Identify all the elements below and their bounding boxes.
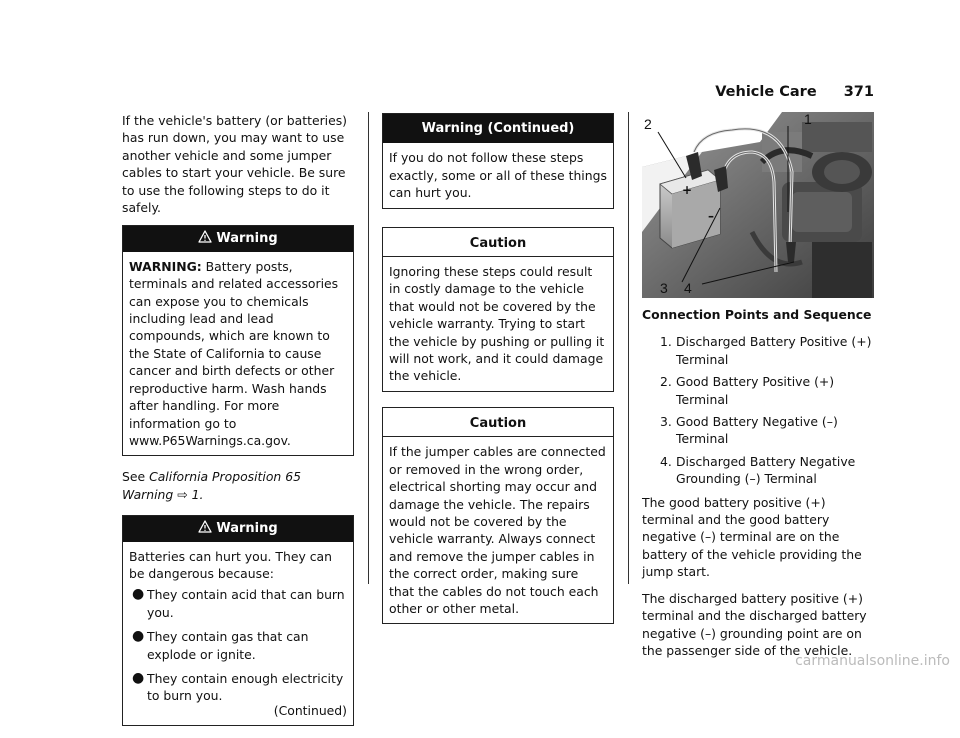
engine-bay-illustration <box>642 112 874 298</box>
battery-positive-label: + <box>682 183 693 197</box>
caution-text: Ignoring these steps could result in costly damage to the vehicle that would not be covered by the vehicle warranty. Trying to start the vehicle by pushing or pulling it will not work, and it could damage the vehicle. <box>389 264 605 384</box>
warning-body <box>123 252 353 455</box>
column-right <box>642 112 874 668</box>
list-item: 4. Discharged Battery Negative Grounding (–) Terminal <box>660 453 856 487</box>
callout-label-2: 2 <box>644 116 652 132</box>
list-item: ● They contain acid that can burn you. <box>132 586 345 620</box>
caution-body <box>383 437 613 623</box>
connection-steps-list <box>660 333 874 487</box>
continued-label: (Continued) <box>273 702 347 718</box>
list-item: 2. Good Battery Positive (+) Terminal <box>660 374 835 407</box>
caution-text: If the jumper cables are connected or removed in the wrong order, electrical shorting may occur and damage the vehicle. The repairs would not be covered by the vehicle warranty. Always connect and remove the jumper cables in the correct order, making sure that the cables do not touch each other or other metal. <box>389 444 606 616</box>
warning-body <box>123 542 353 726</box>
warning-triangle-icon <box>198 230 212 243</box>
warning-heading-text: Warning <box>216 231 278 247</box>
callout-label-3: 3 <box>660 280 668 296</box>
bullet-icon: ● <box>132 586 145 603</box>
warning-heading-text: Warning <box>216 521 278 537</box>
column-left <box>122 112 354 738</box>
warning-heading <box>123 516 353 541</box>
warning-intro: Batteries can hurt you. They can be dangerous because: <box>129 548 332 581</box>
caution-heading: Caution <box>383 228 613 257</box>
warning-heading <box>123 226 353 251</box>
list-item: ● They contain enough electricity to burn you. <box>132 669 344 704</box>
warning-box-battery <box>122 515 354 726</box>
bullet-icon: ● <box>132 628 145 645</box>
warning-body <box>383 143 613 207</box>
page-number: 371 <box>843 84 874 100</box>
warning-heading: Warning (Continued) <box>383 114 613 143</box>
column-divider <box>368 112 369 584</box>
page-ref-arrow-icon: ⇨ <box>177 486 188 502</box>
section-title: Vehicle Care <box>715 84 817 100</box>
callout-label-1: 1 <box>804 111 812 127</box>
warning-text: If you do not follow these steps exactly, some or all of these things can hurt you. <box>389 150 607 201</box>
list-item: 3. Good Battery Negative (–) Terminal <box>660 414 838 447</box>
caution-box-damage <box>382 227 614 392</box>
column-middle <box>382 113 614 636</box>
page-header <box>715 84 874 101</box>
callout-label-4: 4 <box>684 280 692 296</box>
caution-box-order <box>382 407 614 624</box>
warning-text <box>129 258 347 449</box>
warning-bullet-list <box>129 586 347 704</box>
battery-negative-label: – <box>708 209 714 223</box>
jump-start-figure <box>642 112 874 298</box>
warning-box-prop65 <box>122 225 354 456</box>
list-item: ● They contain gas that can explode or ignite. <box>132 628 309 662</box>
warning-lead: WARNING: <box>129 258 202 274</box>
body-paragraph: The good battery positive (+) terminal and the good battery negative (–) terminal are on the battery of the vehicle providing the jump start. <box>642 494 862 580</box>
warning-body-text: Battery posts, terminals and related accessories can expose you to chemicals including lead and lead compounds, which are known to the State of California to cause cancer and birth defects or other reproductive harm. Wash hands after handling. For more information go to www.P65Warnings.ca.gov. <box>129 258 339 448</box>
see-reference-link[interactable]: California Proposition 65 Warning <box>122 469 301 502</box>
warning-triangle-icon <box>198 520 212 533</box>
list-item: 1. Discharged Battery Positive (+) Terminal <box>660 334 872 367</box>
caution-heading: Caution <box>383 408 613 437</box>
warning-continued-box <box>382 113 614 209</box>
see-reference: See California Proposition 65 Warning ⇨ 1. <box>122 469 301 502</box>
bullet-icon: ● <box>132 669 145 686</box>
body-paragraph: The discharged battery positive (+) terminal and the discharged battery negative (–) grounding point are on the passenger side of the vehicle. <box>642 590 867 658</box>
intro-paragraph: If the vehicle's battery (or batteries) has run down, you may want to use another vehicle and some jumper cables to start your vehicle. Be sure to use the following steps to do it safely. <box>122 113 348 216</box>
figure-caption: Connection Points and Sequence <box>642 307 872 322</box>
column-divider <box>628 112 629 584</box>
watermark: carmanualsonline.info <box>795 652 950 669</box>
caution-body <box>383 257 613 391</box>
